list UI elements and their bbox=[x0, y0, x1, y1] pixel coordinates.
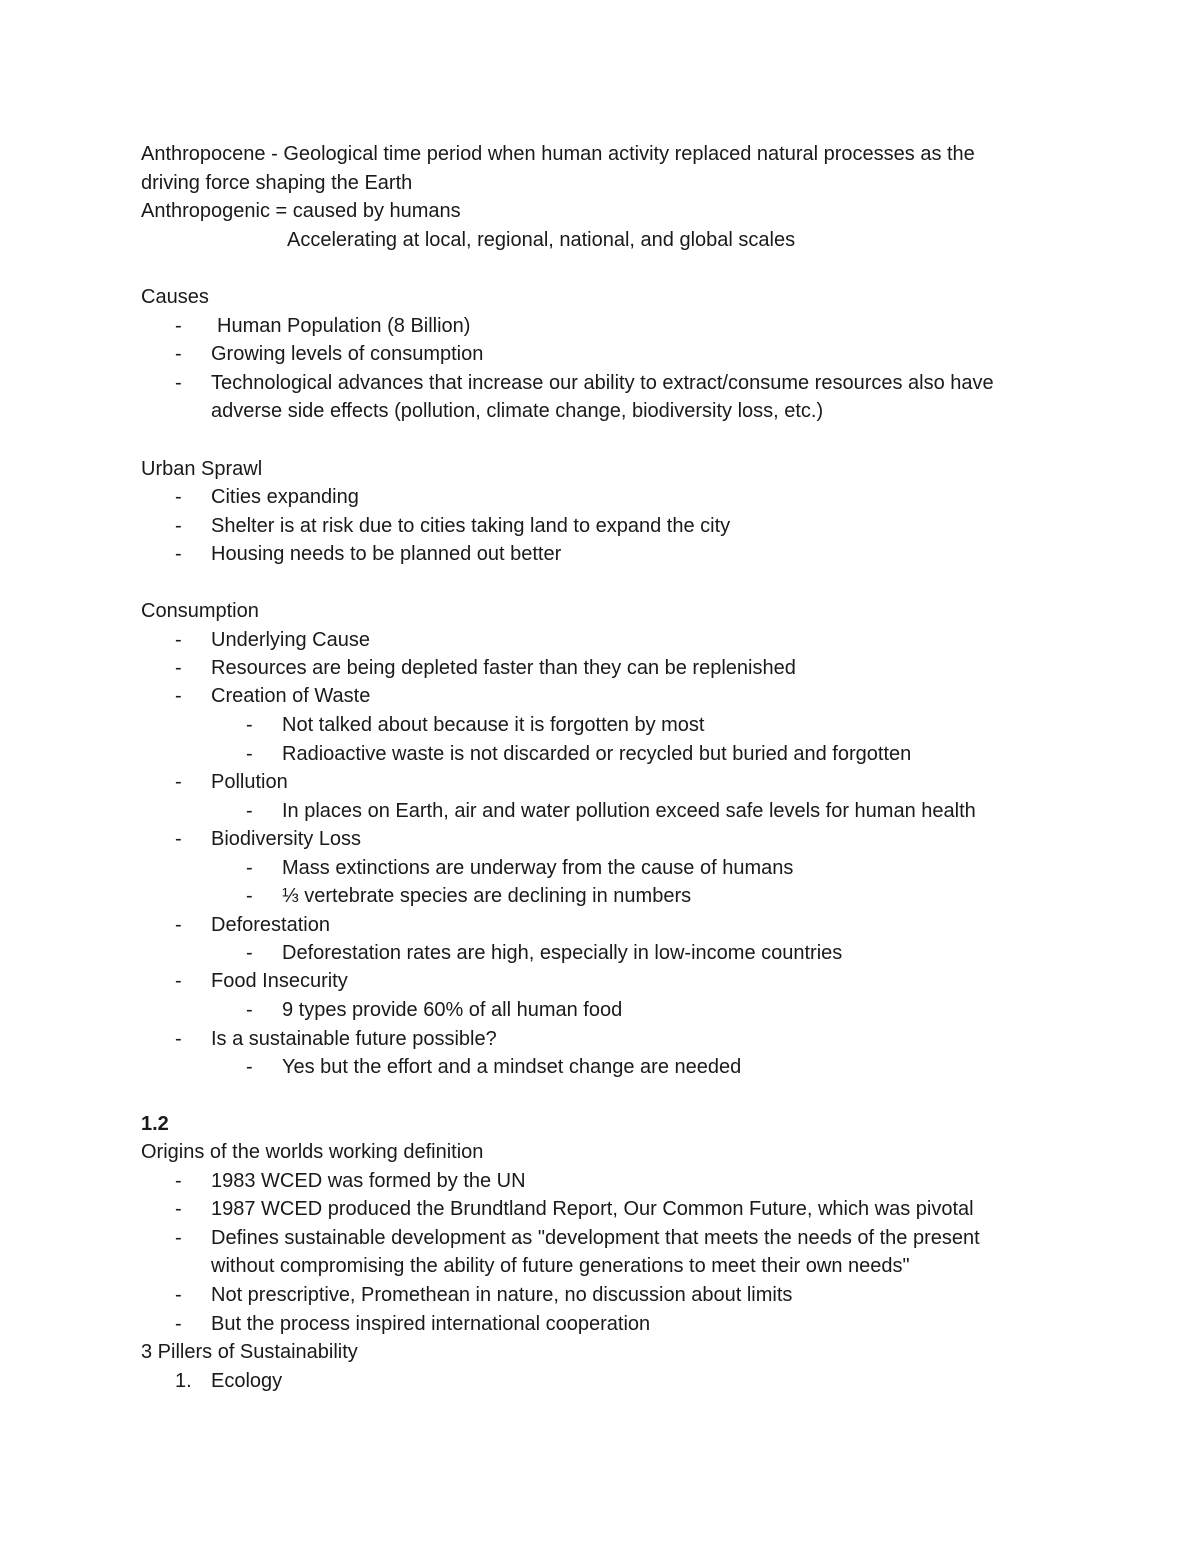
list-item-text: Deforestation rates are high, especially in low-income countries bbox=[282, 942, 843, 964]
list-item-text: 1987 WCED produced the Brundtland Report, Our Common Future, which was pivotal bbox=[211, 1198, 974, 1220]
dash-marker: - bbox=[175, 685, 182, 707]
section-heading: Causes bbox=[141, 286, 209, 308]
section-heading: Origins of the worlds working definition bbox=[141, 1141, 484, 1163]
list-item-text: Mass extinctions are underway from the cause of humans bbox=[282, 857, 794, 879]
list-item-text: Biodiversity Loss bbox=[211, 828, 362, 850]
dash-marker: - bbox=[246, 1056, 253, 1078]
list-item-text: ⅓ vertebrate species are declining in numbers bbox=[282, 885, 692, 907]
list-item-text: Radioactive waste is not discarded or recycled but buried and forgotten bbox=[282, 743, 912, 765]
list-item-text: Ecology bbox=[211, 1370, 283, 1392]
dash-marker: - bbox=[246, 800, 253, 822]
list-item-text: Human Population (8 Billion) bbox=[217, 315, 471, 337]
dash-marker: - bbox=[175, 486, 182, 508]
list-item-text: Underlying Cause bbox=[211, 629, 370, 651]
dash-marker: - bbox=[246, 857, 253, 879]
list-item-text: Pollution bbox=[211, 771, 288, 793]
dash-marker: - bbox=[175, 970, 182, 992]
dash-marker: - bbox=[175, 1284, 182, 1306]
list-item-text: Not prescriptive, Promethean in nature, no discussion about limits bbox=[211, 1284, 793, 1306]
dash-marker: - bbox=[175, 1313, 182, 1335]
list-item-text: Creation of Waste bbox=[211, 685, 371, 707]
section-heading: 3 Pillers of Sustainability bbox=[141, 1341, 358, 1363]
list-item-text: adverse side effects (pollution, climate change, biodiversity loss, etc.) bbox=[211, 400, 824, 422]
dash-marker: - bbox=[175, 1227, 182, 1249]
dash-marker: - bbox=[175, 828, 182, 850]
dash-marker: - bbox=[175, 771, 182, 793]
list-item-text: Shelter is at risk due to cities taking land to expand the city bbox=[211, 515, 731, 537]
list-item-text: Technological advances that increase our ability to extract/consume resources also have bbox=[211, 372, 994, 394]
dash-marker: - bbox=[175, 1170, 182, 1192]
dash-marker: - bbox=[175, 1028, 182, 1050]
dash-marker: - bbox=[175, 914, 182, 936]
list-item-text: 9 types provide 60% of all human food bbox=[282, 999, 623, 1021]
list-item-text: Deforestation bbox=[211, 914, 330, 936]
intro-line: Anthropogenic = caused by humans bbox=[141, 200, 461, 222]
section-heading: Consumption bbox=[141, 600, 259, 622]
number-marker: 1. bbox=[175, 1370, 192, 1392]
dash-marker: - bbox=[246, 714, 253, 736]
dash-marker: - bbox=[246, 999, 253, 1021]
list-item-text: Yes but the effort and a mindset change are needed bbox=[282, 1056, 742, 1078]
dash-marker: - bbox=[246, 885, 253, 907]
dash-marker: - bbox=[175, 343, 182, 365]
dash-marker: - bbox=[175, 1198, 182, 1220]
dash-marker: - bbox=[246, 942, 253, 964]
dash-marker: - bbox=[175, 315, 182, 337]
list-item-text: Resources are being depleted faster than they can be replenished bbox=[211, 657, 796, 679]
intro-line: Anthropocene - Geological time period when human activity replaced natural processes as the bbox=[141, 143, 975, 165]
dash-marker: - bbox=[175, 515, 182, 537]
dash-marker: - bbox=[246, 743, 253, 765]
list-item-text: Growing levels of consumption bbox=[211, 343, 484, 365]
dash-marker: - bbox=[175, 657, 182, 679]
list-item-text: without compromising the ability of future generations to meet their own needs" bbox=[211, 1255, 910, 1277]
list-item-text: But the process inspired international cooperation bbox=[211, 1313, 651, 1335]
dash-marker: - bbox=[175, 543, 182, 565]
list-item-text: Defines sustainable development as "development that meets the needs of the present bbox=[211, 1227, 980, 1249]
list-item-text: Housing needs to be planned out better bbox=[211, 543, 562, 565]
dash-marker: - bbox=[175, 372, 182, 394]
list-item-text: 1983 WCED was formed by the UN bbox=[211, 1170, 526, 1192]
list-item-text: Food Insecurity bbox=[211, 970, 348, 992]
list-item-text: Is a sustainable future possible? bbox=[211, 1028, 497, 1050]
list-item-text: Not talked about because it is forgotten by most bbox=[282, 714, 705, 736]
intro-line: Accelerating at local, regional, national, and global scales bbox=[287, 229, 796, 251]
dash-marker: - bbox=[175, 629, 182, 651]
list-item-text: In places on Earth, air and water pollution exceed safe levels for human health bbox=[282, 800, 976, 822]
section-number: 1.2 bbox=[141, 1113, 169, 1135]
list-item-text: Cities expanding bbox=[211, 486, 359, 508]
intro-line: driving force shaping the Earth bbox=[141, 172, 413, 194]
section-heading: Urban Sprawl bbox=[141, 458, 263, 480]
